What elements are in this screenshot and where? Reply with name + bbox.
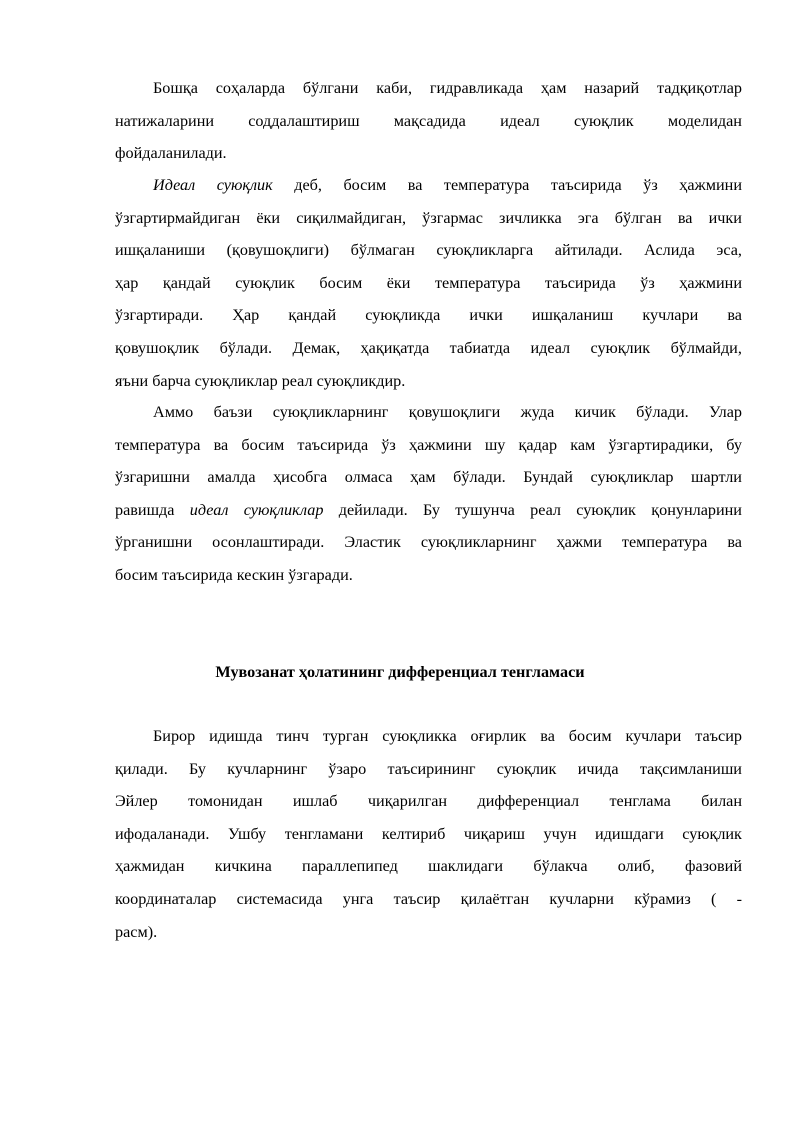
text-line: ишқаланиши (қовушоқлиги) бўлмаган суюқликларга айтилади. Аслида эса, <box>115 241 742 260</box>
text-line: Идеал суюқлик деб, босим ва температура таъсирида ўз ҳажмини <box>153 176 742 194</box>
text-line: равишда идеал суюқликлар дейилади. Бу тушунча реал суюқлик қонунларини <box>115 500 742 519</box>
text-line: Бошқа соҳаларда бўлгани каби, гидравликада ҳам назарий тадқиқотлар <box>153 79 742 97</box>
text-line: қилади. Бу кучларнинг ўзаро таъсирининг суюқлик ичида тақсимланиши <box>115 759 742 778</box>
section-heading: Мувозанат ҳолатининг дифференциал тенгламаси <box>215 663 585 681</box>
text-line: ҳажмидан кичкина параллепипед шаклидаги бўлакча олиб, фазовий <box>115 857 742 876</box>
paragraph-low-viscosity <box>115 396 742 592</box>
paragraph-ideal-model <box>115 72 742 170</box>
text-line: Аммо баъзи суюқликларнинг қовушоқлиги жуда кичик бўлади. Улар <box>153 403 742 421</box>
text-line: қовушоқлик бўлади. Демак, ҳақиқатда табиатда идеал суюқлик бўлмайди, <box>115 338 742 357</box>
text-line: Эйлер томонидан ишлаб чиқарилган дифференциал тенглама билан <box>115 792 742 811</box>
text-line: босим таъсирида кескин ўзгаради. <box>115 565 353 584</box>
text-line: ўрганишни осонлаштиради. Эластик суюқликларнинг ҳажми температура ва <box>115 533 742 552</box>
text-line: ўзгартиради. Ҳар қандай суюқликда ички ишқаланиш кучлари ва <box>115 306 742 325</box>
text-line: яъни барча суюқликлар реал суюқликдир. <box>115 371 406 390</box>
text-line: ўзгартирмайдиган ёки сиқилмайдиган, ўзгармас зичликка эга бўлган ва ички <box>115 208 742 227</box>
text-line: расм). <box>115 922 158 941</box>
text-line: температура ва босим таъсирида ўз ҳажмини шу қадар кам ўзгартирадики, бу <box>115 435 742 454</box>
text-line: фойдаланилади. <box>115 144 227 163</box>
text-line: ҳар қандай суюқлик босим ёки температура таъсирида ўз ҳажмини <box>115 273 742 292</box>
text-line: натижаларини соддалаштириш мақсадида идеал суюқлик моделидан <box>115 111 742 130</box>
text-line: Бирор идишда тинч турган суюқликка оғирлик ва босим кучлари таъсир <box>153 727 742 745</box>
text-line: ўзгаришни амалда ҳисобга олмаса ҳам бўлади. Бундай суюқликлар шартли <box>115 468 742 487</box>
paragraph-ideal-definition <box>115 169 742 397</box>
paragraph-euler-equation <box>115 720 742 948</box>
text-line: координаталар системасида унга таъсир қилаётган кучларни кўрамиз ( - <box>115 889 742 908</box>
text-line: ифодаланади. Ушбу тенгламани келтириб чиқариш учун идишдаги суюқлик <box>115 824 742 843</box>
